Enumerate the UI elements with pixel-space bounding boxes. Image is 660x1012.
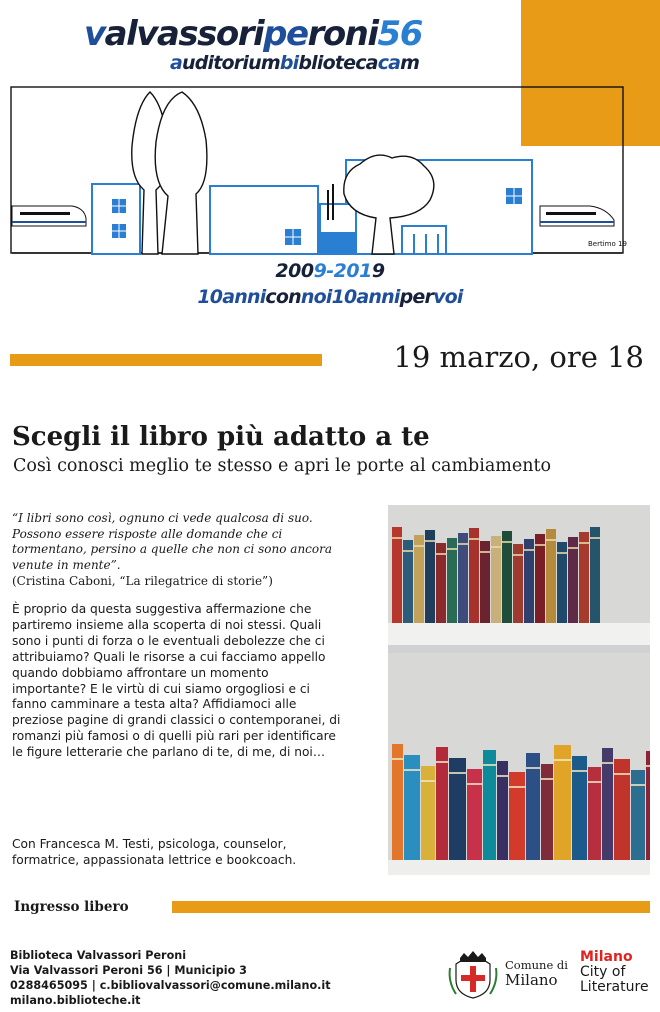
tree-drawing — [132, 92, 207, 254]
entry-label: Ingresso libero — [14, 899, 129, 915]
slogan-2: con — [265, 286, 301, 308]
library-illustration — [10, 86, 630, 256]
brand-subtitle — [170, 52, 419, 74]
book-spine — [502, 531, 512, 623]
book-spine-band — [403, 550, 413, 552]
book-spine — [509, 772, 525, 860]
book-spine-band — [497, 775, 508, 777]
book-spine — [483, 750, 496, 860]
book-spine-band — [614, 773, 630, 775]
book-spine-band — [469, 538, 479, 540]
book-spine-band — [502, 541, 512, 543]
book-spine-band — [467, 783, 482, 785]
slogan-line — [0, 286, 660, 308]
library-contact-info — [10, 948, 331, 1008]
book-spine-band — [557, 552, 567, 554]
book-spine — [467, 769, 482, 860]
book-spine — [524, 539, 534, 623]
book-spine-band — [404, 769, 420, 771]
book-spine-band — [546, 539, 556, 541]
book-spine — [526, 753, 540, 860]
slogan-1: 10anni — [197, 286, 266, 308]
book-spine-band — [554, 759, 571, 761]
brand-part2: alvassori — [104, 14, 264, 54]
brand-part1: v — [84, 14, 105, 54]
book-spine-band — [436, 761, 448, 763]
slogan-4: 10anni — [331, 286, 400, 308]
event-credits: Con Francesca M. Testi, psicologa, counselor, formatrice, appassionata lettrice e bookcoach. — [12, 837, 297, 867]
brand-sub-6: m — [400, 52, 420, 74]
book-spine-band — [509, 786, 525, 788]
comune-di-milano-logo — [505, 958, 568, 988]
book-spine-band — [588, 781, 601, 783]
book-spine-band — [631, 784, 645, 786]
book-spine — [469, 528, 479, 623]
book-spine — [631, 770, 645, 860]
book-spine — [436, 747, 448, 860]
brand-sub-2: uditorium — [182, 52, 280, 74]
comune-label: Comune di — [505, 958, 568, 972]
years-a: 200 — [275, 260, 314, 282]
book-spine — [568, 537, 578, 623]
book-spine — [447, 538, 457, 623]
book-spine-band — [480, 551, 490, 553]
event-description: È proprio da questa suggestiva affermazione che partiremo insieme alla scoperta di noi stessi. Quali sono i punti di forza o le eventuali debolezze che ci attribuiamo? Quali le risorse a cui facciamo appello quando dobbiamo affrontare un momento importante? E le virtù di cui siamo orgogliosi e ci fanno camminare a testa alta? Affidiamoci alle preziose pagine di grandi classici o contemporanei, di romanzi più famosi o di quelli più rari per identificare le figure letterarie che parlano di te, di me, di noi… — [12, 602, 341, 760]
brand-sub-3: bi — [279, 52, 299, 74]
library-website[interactable]: milano.biblioteche.it — [10, 994, 141, 1007]
book-spine — [458, 533, 468, 623]
brand-title — [84, 14, 422, 54]
brand-sub-1: a — [170, 52, 183, 74]
event-subtitle: Così conosci meglio te stesso e apri le porte al cambiamento — [13, 456, 552, 476]
book-spine-band — [541, 778, 553, 780]
book-spine-band — [436, 553, 446, 555]
book-spine-band — [491, 546, 501, 548]
book-spine-band — [572, 770, 587, 772]
book-spine — [557, 542, 567, 623]
book-spine — [646, 751, 650, 860]
event-title: Scegli il libro più adatto a te — [12, 422, 430, 452]
book-spine — [414, 535, 424, 623]
book-spine — [403, 540, 413, 623]
book-spine — [590, 527, 600, 623]
entry-accent-bar — [172, 901, 650, 913]
left-train-drawing — [12, 206, 86, 226]
book-spine-band — [535, 544, 545, 546]
bookshelf-photo — [388, 505, 650, 875]
city-of-literature-line2: City of — [580, 964, 626, 980]
book-spine-band — [421, 780, 435, 782]
book-spine-band — [579, 542, 589, 544]
comune-crest-icon — [446, 950, 500, 1000]
slogan-3: noi — [300, 286, 332, 308]
illustration-signature: Bertimo 19 — [588, 240, 627, 248]
event-date: 19 marzo, ore 18 — [393, 340, 644, 374]
book-spine-band — [513, 554, 523, 556]
book-spine-band — [526, 767, 540, 769]
comune-city: Milano — [505, 971, 558, 989]
book-spine-band — [524, 549, 534, 551]
event-quote: “I libri sono così, ognuno ci vede qualcosa di suo. Possono essere risposte alle domande che ci tormentano, persino a quelle che non ci sono ancora venute in mente”. — [12, 511, 333, 572]
book-spine — [480, 541, 490, 623]
book-spine-band — [392, 758, 403, 760]
book-spine-band — [602, 762, 613, 764]
book-spine-band — [414, 545, 424, 547]
book-spine-band — [458, 543, 468, 545]
book-spine — [602, 748, 613, 860]
book-spine — [392, 744, 403, 860]
book-spine-band — [646, 765, 650, 767]
book-spine — [535, 534, 545, 623]
brand-sub-4: blioteca — [298, 52, 378, 74]
library-phone-email[interactable]: 0288465095 | c.bibliovalvassori@comune.milano.it — [10, 979, 331, 992]
book-spine — [425, 530, 435, 623]
library-address: Via Valvassori Peroni 56 | Municipio 3 — [10, 964, 247, 977]
book-spine-band — [447, 548, 457, 550]
city-of-literature-milano: Milano — [580, 949, 633, 965]
brand-number: 56 — [377, 14, 422, 54]
city-of-literature-line3: Literature — [580, 979, 649, 995]
brand-sub-5: ca — [377, 52, 401, 74]
right-train-drawing — [540, 206, 614, 226]
book-spine-band — [590, 537, 600, 539]
years-b: 9-201 — [313, 260, 372, 282]
book-spine-band — [568, 547, 578, 549]
book-spine-band — [483, 764, 496, 766]
book-spine — [579, 532, 589, 623]
book-spine — [546, 529, 556, 623]
date-accent-bar — [10, 354, 322, 366]
book-spine-band — [449, 772, 466, 774]
book-spine — [491, 536, 501, 623]
book-spine — [392, 527, 402, 623]
slogan-6: voi — [433, 286, 463, 308]
book-spine-band — [425, 540, 435, 542]
quote-attribution: (Cristina Caboni, “La rilegatrice di storie”) — [12, 574, 273, 588]
brand-part3: pe — [263, 14, 308, 54]
top-shelf-books — [392, 527, 600, 623]
slogan-5: per — [399, 286, 434, 308]
years-c: 9 — [371, 260, 385, 282]
book-spine — [588, 767, 601, 860]
years-line — [0, 260, 660, 282]
book-spine-band — [392, 537, 402, 539]
library-name: Biblioteca Valvassori Peroni — [10, 949, 187, 962]
book-spine — [554, 745, 571, 860]
brand-part4: roni — [307, 14, 378, 54]
milano-city-of-literature-logo — [580, 950, 649, 995]
